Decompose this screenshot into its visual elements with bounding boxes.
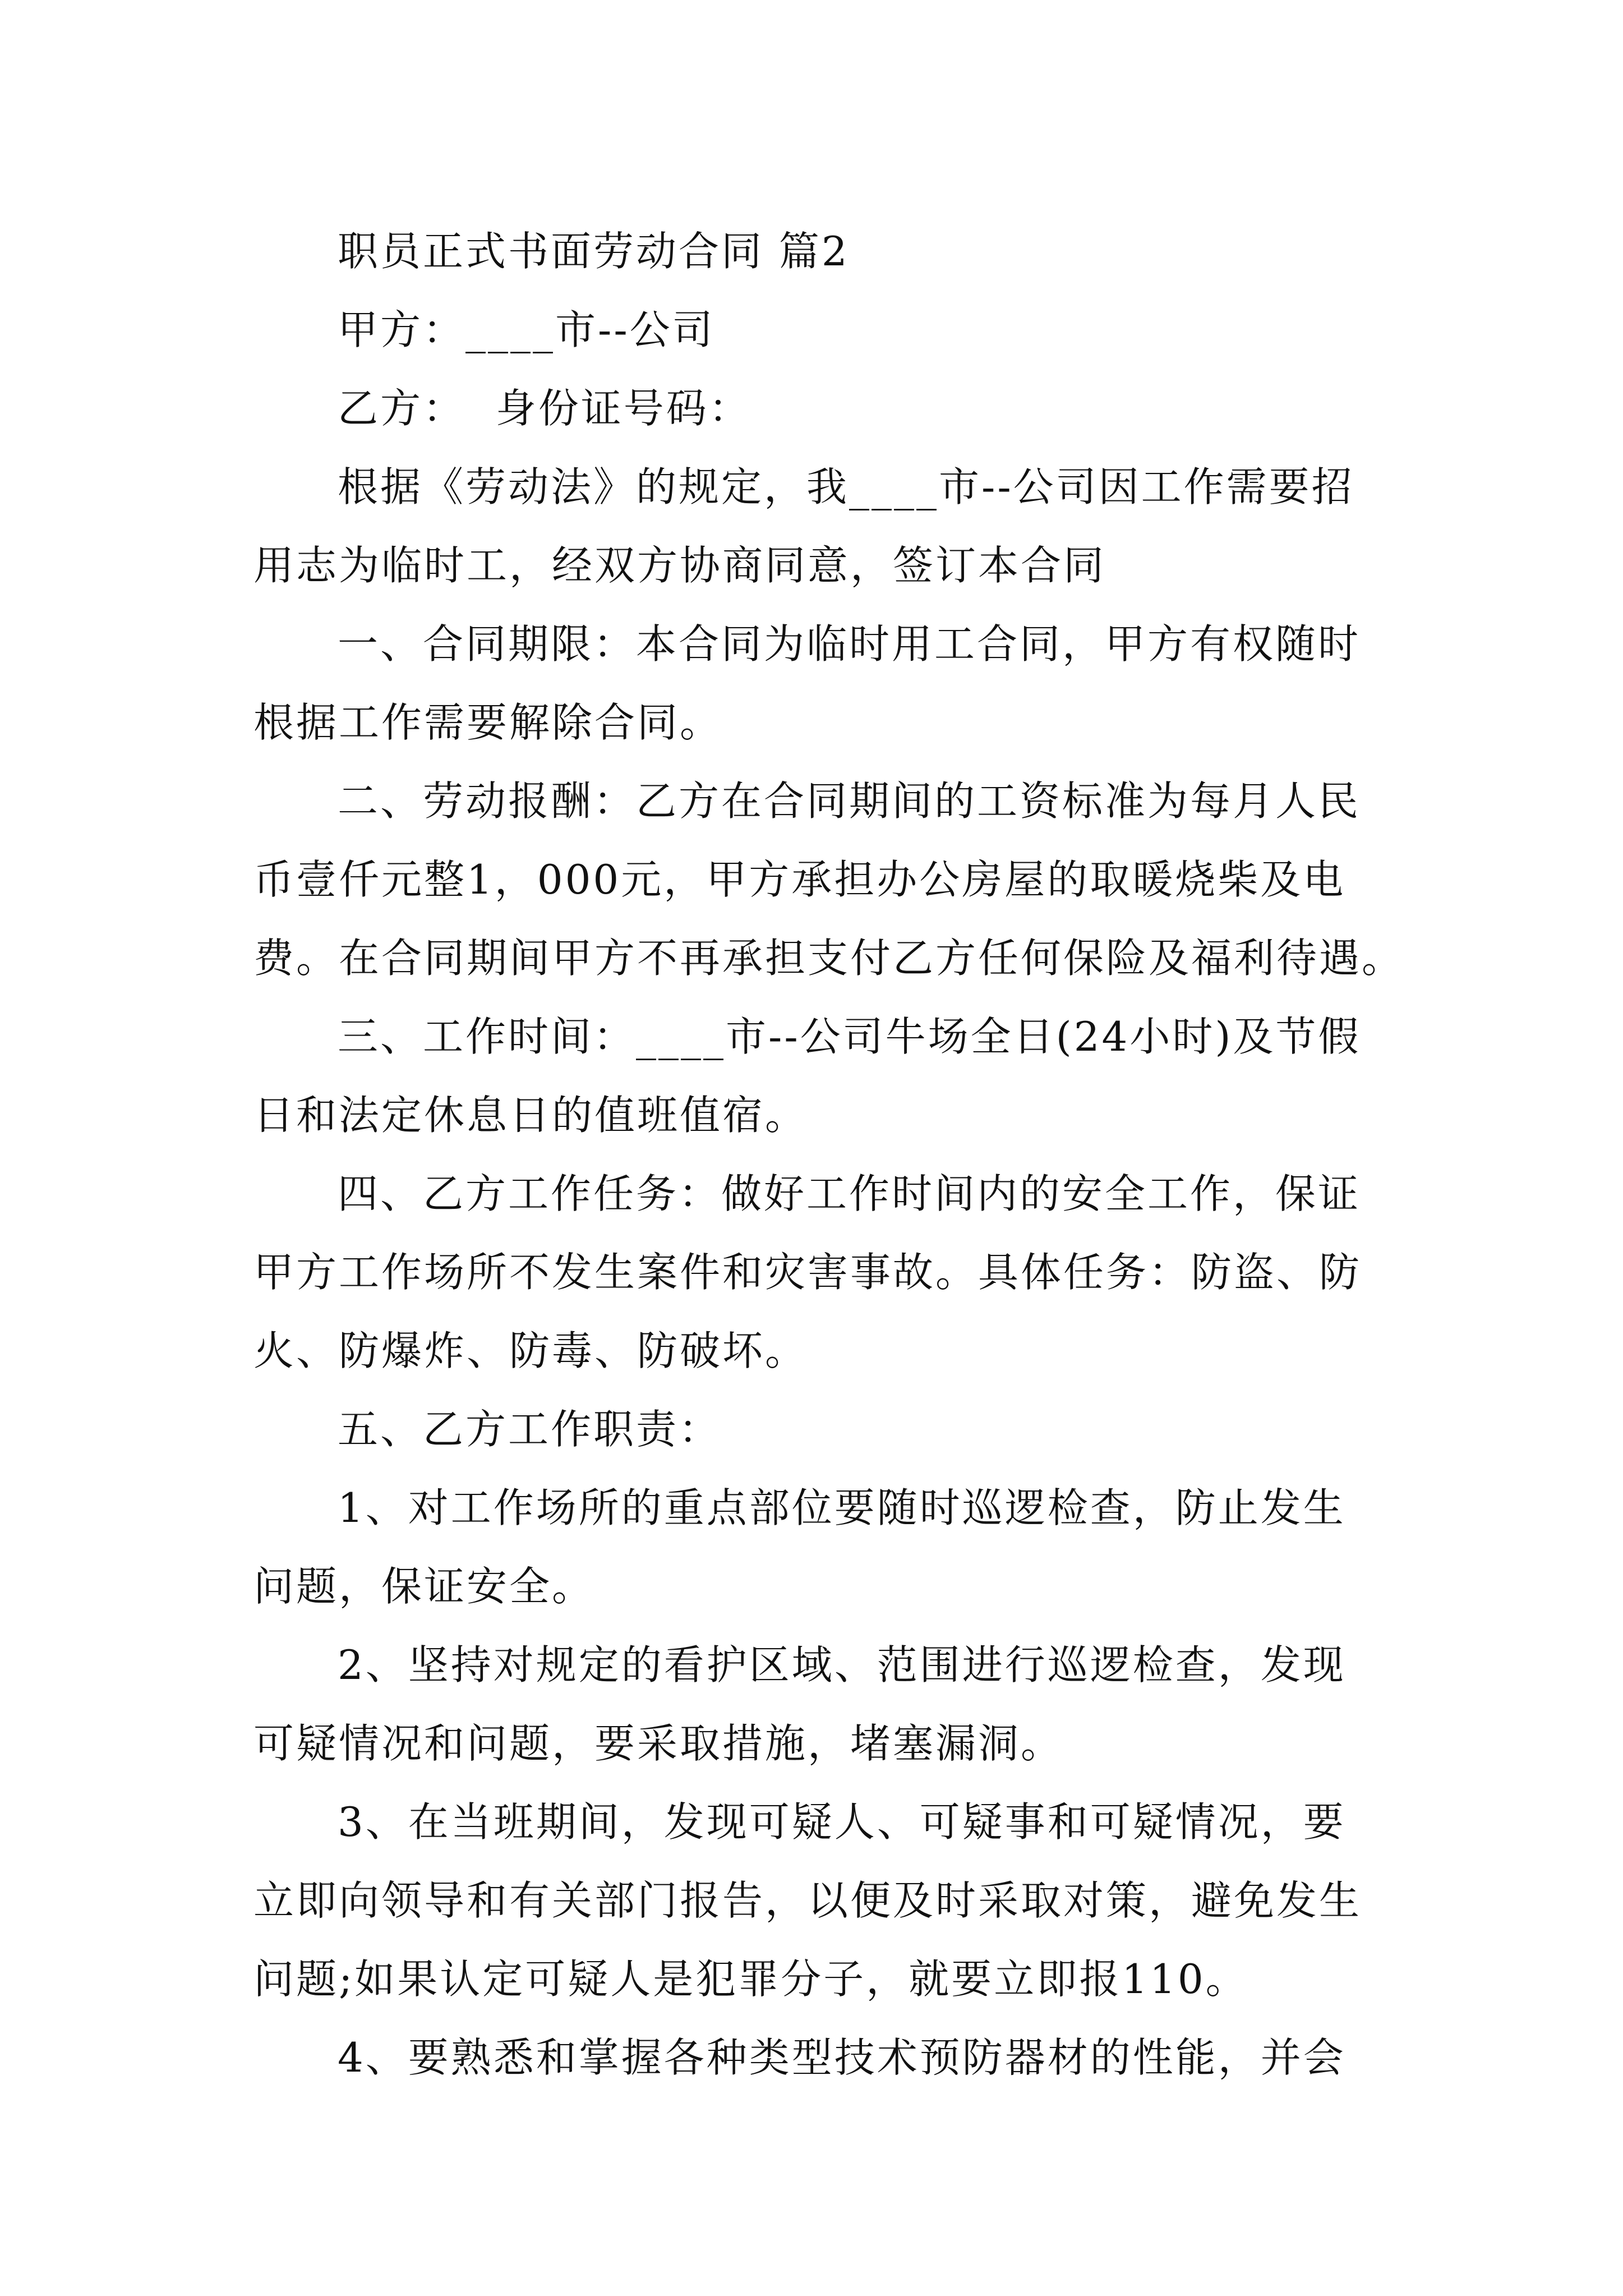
clause-4-line: 甲方工作场所不发生案件和灾害事故。具体任务：防盗、防 [253,1249,1362,1296]
duty-3-line: 立即向领导和有关部门报告，以便及时采取对策，避免发生 [253,1877,1362,1924]
clause-5-heading: 五、乙方工作职责： [338,1406,722,1453]
duty-3-line: 问题;如果认定可疑人是犯罪分子，就要立即报110。 [253,1955,1248,2003]
clause-3-line: 三、工作时间：____市--公司牛场全日(24小时)及节假 [338,1013,1361,1060]
duty-2-line: 2、坚持对规定的看护区域、范围进行巡逻检查，发现 [338,1641,1346,1688]
clause-4-line: 四、乙方工作任务：做好工作时间内的安全工作，保证 [338,1170,1361,1217]
duty-1-line: 问题，保证安全。 [253,1563,595,1610]
document-body [253,212,1405,2097]
clause-2-line: 币壹仟元整1，000元，甲方承担办公房屋的取暖烧柴及电 [253,856,1346,903]
duty-4-line: 4、要熟悉和掌握各种类型技术预防器材的性能，并会 [338,2034,1346,2081]
duty-3-line: 3、在当班期间，发现可疑人、可疑事和可疑情况，要 [338,1798,1346,1846]
clause-1-line: 一、合同期限：本合同为临时用工合同，甲方有权随时 [338,620,1361,668]
party-b-line: 乙方： 身份证号码： [338,385,751,432]
duty-2-line: 可疑情况和问题，要采取措施，堵塞漏洞。 [253,1720,1064,1767]
paragraph-line: 根据《劳动法》的规定，我____市--公司因工作需要招 [338,463,1354,510]
clause-1-line: 根据工作需要解除合同。 [253,699,723,746]
clause-2-line: 二、劳动报酬：乙方在合同期间的工资标准为每月人民 [338,777,1361,825]
party-a-line: 甲方：____市--公司 [338,306,715,353]
duty-1-line: 1、对工作场所的重点部位要随时巡逻检查，防止发生 [338,1484,1346,1531]
clause-3-line: 日和法定休息日的值班值宿。 [253,1092,808,1139]
paragraph-line: 用志为临时工，经双方协商同意，签订本合同 [253,542,1106,589]
clause-4-line: 火、防爆炸、防毒、防破坏。 [253,1327,808,1374]
clause-2-line: 费。在合同期间甲方不再承担支付乙方任何保险及福利待遇。 [253,935,1405,982]
document-title: 职员正式书面劳动合同 篇2 [338,228,850,275]
